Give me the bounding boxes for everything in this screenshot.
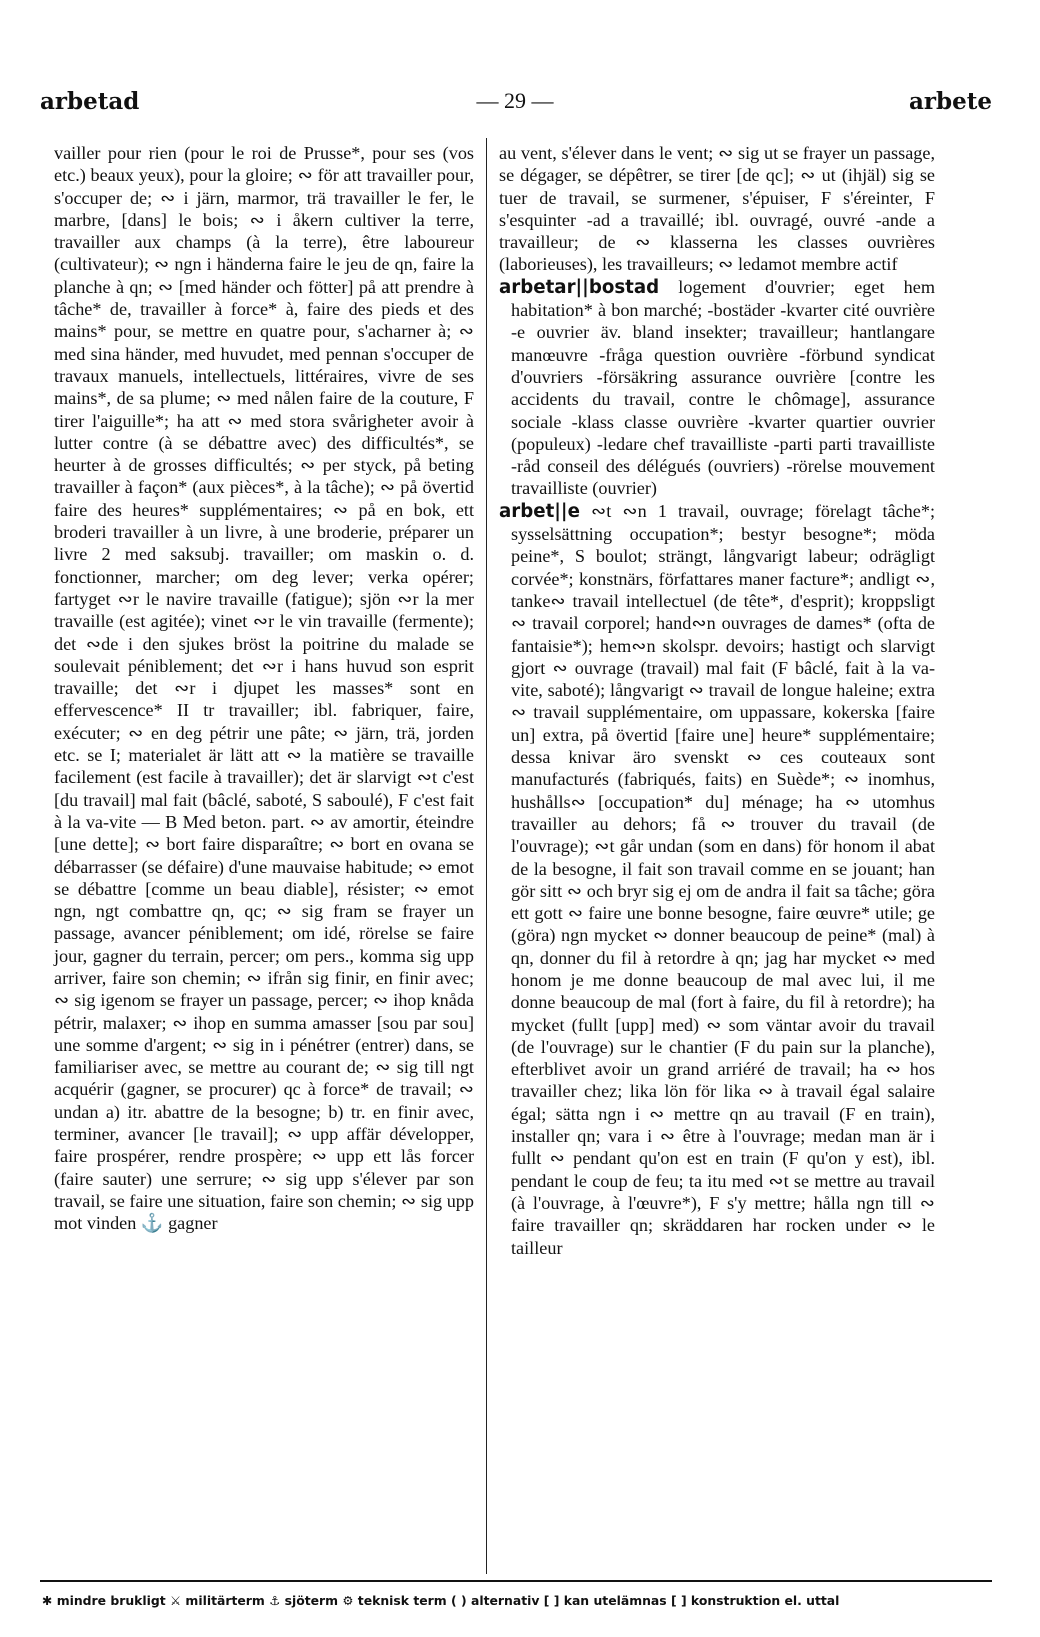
footer-rule — [40, 1580, 992, 1582]
right-column-continuation: au vent, s'élever dans le vent; ∾ sig ut se frayer un passage, se dégager, se dépêtrer, se tirer [de qc]; ∾ ut (ihjäl) sig se tuer de travail, se surmener, s'épuiser, F s'éreinter, F s'esquinter -ad a travaillé; ibl. ouvragé, ouvré -ande a travailleur; de ∾ klasserna les classes ouvrières (laborieuses), les travailleurs; ∾ ledamot membre actif — [499, 143, 935, 275]
entry-body: logement d'ouvrier; eget hem habitation* à bon marché; -bostäder -kvarter cité ouvrière -e ouvrier äv. bland insekter; travailleur; hantlangare manœuvre -fråga question ouvrière -förbund syndicat d'ouvriers -försäkring assurance ouvrière [contre les accidents du travail, contre le chômage], assurance sociale -klass classe ouvrière -kvarter quartier ouvrier (populeux) -ledare chef travailliste -parti parti travailliste -råd conseil des délégués (ouvriers) -rörelse mouvement travailliste (ouvrier) — [511, 276, 935, 499]
right-column — [499, 142, 935, 1259]
entry-body: ∾t ∾n 1 travail, ouvrage; förelagt tâche*; sysselsättning occupation*; bestyr besogne*; möda peine*, S boulot; strängt, långvarigt labeur; odrägligt corvée*; konstnärs, författares maner facture*; andligt ∾, tanke∾ travail intellectuel (de tête*, d'esprit); kroppsligt ∾ travail corporel; hand∾n ouvrages de dames* (ofta de fantaisie*); hem∾n skolspr. devoirs; hastigt och slarvigt gjort ∾ ouvrage (travail) mal fait (F bâclé, fait à la va-vite, saboté); långvarigt ∾ travail de longue haleine; extra ∾ travail supplémentaire, om uppassare, kokerska [faire un] extra, på övertid [faire une] heure* supplémentaire; dessa knivar äro svenskt ∾ ces couteaux sont manufacturés (fabriqués, faits) en Suède*; ∾ inomhus, hushålls∾ [occupation* du] ménage; ha ∾ utomhus travailler au dehors; få ∾ trouver du travail (de l'ouvrage); ∾t går undan (som en dans) för honom il abat de la besogne, il fait son travail comme en se jouant; han gör sitt ∾ och bryr sig ej om de andra il fait sa tâche; göra ett gott ∾ faire une bonne besogne, faire œuvre* utile; ge (göra) ngn mycket ∾ donner beaucoup de peine* (mal) à qn, donner du fil à retordre à qn; jag har mycket ∾ med honom je me donne beaucoup de mal avec lui, il me donne beaucoup de mal (fort à faire, du fil à retordre); ha mycket (fullt [upp] med) ∾ som väntar avoir du travail (de l'ouvrage) sur le chantier (F du pain sur la planche), efterblivet avoir un grand arriéré de travail; ha ∾ hos travailler chez; lika lön för lika ∾ à travail égal salaire égal; sätta ngn i ∾ mettre qn au travail (F en train), installer qn; vara i ∾ être à l'ouvrage; medan man är i fullt ∾ pendant qu'on est en train (F qu'on y est), ibl. pendant le coup de feu; ta itu med ∾t se mettre au travail (à l'ouvrage, à l'œuvre*), F s'y mettre; hålla ngn till ∾ faire travailler qn; skräddaren har rocken under ∾ le tailleur — [511, 500, 935, 1258]
symbol-legend: ✱ mindre brukligt ⚔ militärterm ⚓ sjöterm ⚙ teknisk term ( ) alternativ [ ] kan utelämnas [ ] konstruktion el. uttal — [42, 1593, 840, 1608]
left-column-text: vailler pour rien (pour le roi de Prusse*, pour ses (vos etc.) beaux yeux), pour la gloire; ∾ för att travailler pour, s'occuper de; ∾ i järn, marmor, trä travailler le fer, le marbre, [dans] le bois; ∾ i åkern cultiver la terre, travailler aux champs (à la terre), être laboureur (cultivateur); ∾ ngn i händerna faire le jeu de qn, faire la planche à qn; ∾ [med händer och fötter] på att prendre à tâche* de, travailler à force* à, faire des pieds et des mains* pour, se mettre en quatre pour, s'acharner à; ∾ med sina händer, med huvudet, med pennan s'occuper de travaux manuels, intellectuels, littéraires, vivre de ses mains*, de sa plume; ∾ med nålen faire de la couture, F tirer l'aiguille*; ha att ∾ med stora svårigheter avoir à lutter contre (à se débattre avec) des difficultés*, se heurter à de grosses difficultés; ∾ per styck, på beting travailler à façon* (aux pièces*, à la tâche); ∾ på övertid faire des heures* supplémentaires; ∾ på en bok, ett broderi travailler à un livre, à une broderie, préparer un livre 2 med saksubj. travailler; om maskin o. d. fonctionner, marcher; om deg lever; verka opérer; fartyget ∾r le navire travaille (fatigue); sjön ∾r la mer travaille (est agitée); vinet ∾r le vin travaille (fermente); det ∾de i den sjukes bröst la poitrine du malade se soulevait péniblement; det ∾r i hans huvud son esprit travaille; det ∾r i djupet les masses* sont en effervescence* II tr travailler; ibl. fabriquer, faire, exécuter; ∾ en deg pétrir une pâte; ∾ järn, trä, jorden etc. se I; materialet är lätt att ∾ la matière se travaille facilement (est facile à travailler); det är slarvigt ∾t c'est [du travail] mal fait (bâclé, saboté, S saboulé), F c'est fait à la va-vite — B Med beton. part. ∾ av amortir, éteindre [une dette]; ∾ bort faire disparaître; ∾ bort en ovana se débarrasser (se défaire) d'une mauvaise habitude; ∾ emot se débattre [comme un beau diable], résister; ∾ emot ngn, ngt combattre qn, qc; ∾ sig fram se frayer un passage, avancer péniblement; om idé, rörelse se faire jour, gagner du terrain, percer; om pers., komma sig upp arriver, faire son chemin; ∾ ifrån sig finir, en finir avec; ∾ sig igenom se frayer un passage, percer; ∾ ihop knåda pétrir, malaxer; ∾ ihop en summa amasser [sou par sou] une somme d'argent; ∾ sig in i pénétrer (entrer) dans, se familiariser avec, se mettre au courant de; ∾ sig till ngt acquérir (gagner, se procurer) qc à force* de travail; ∾ undan a) itr. abattre de la besogne; b) tr. en finir avec, terminer, avancer [le travail]; ∾ upp affär développer, faire prospérer, rendre prospère; ∾ upp ett lås forcer (faire sauter) une serrure; ∾ sig upp s'élever par son travail, se faire une situation, faire son chemin; ∾ sig upp mot vinden ⚓ gagner — [54, 143, 474, 1234]
page-number: — 29 — — [476, 88, 554, 113]
entry-headword: arbet||e — [499, 500, 580, 522]
dictionary-entry — [499, 276, 935, 500]
right-guide-word: arbete — [909, 88, 992, 115]
left-guide-word: arbetad — [40, 88, 140, 115]
column-divider — [486, 138, 487, 1574]
left-column — [54, 142, 474, 1235]
page-header — [40, 88, 992, 128]
entry-headword: arbetar||bostad — [499, 276, 660, 298]
dictionary-entry — [499, 500, 935, 1259]
